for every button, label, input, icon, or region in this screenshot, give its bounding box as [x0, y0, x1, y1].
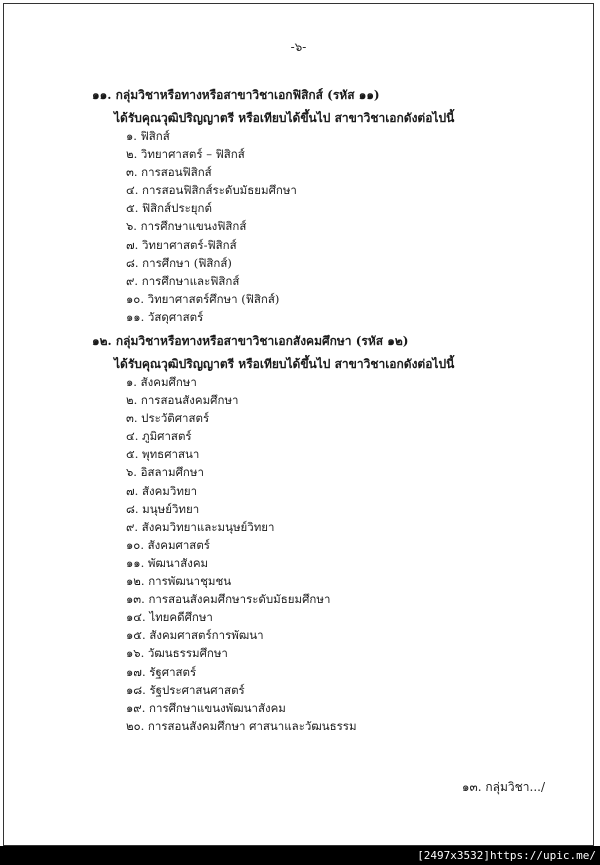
list-item: ๕. พุทธศาสนา — [126, 447, 200, 462]
list-item: ๓. ประวัติศาสตร์ — [126, 411, 210, 426]
list-item: ๑๕. สังคมศาสตร์การพัฒนา — [126, 628, 264, 643]
list-item: ๑๑. วัสดุศาสตร์ — [126, 309, 204, 324]
list-item: ๙. การศึกษาและฟิสิกส์ — [126, 273, 240, 288]
list-item: ๑๓. การสอนสังคมศึกษาระดับมัธยมศึกษา — [126, 592, 331, 607]
list-item: ๑๑. พัฒนาสังคม — [126, 555, 209, 570]
list-item: ๘. การศึกษา (ฟิสิกส์) — [126, 255, 232, 270]
list-item: ๒. การสอนสังคมศึกษา — [126, 393, 239, 408]
list-item: ๑๙. การศึกษาแขนงพัฒนาสังคม — [126, 700, 286, 715]
section-physics — [92, 86, 454, 326]
list-item: ๖. การศึกษาแขนงฟิสิกส์ — [126, 219, 247, 234]
list-item: ๖. อิสลามศึกษา — [126, 465, 204, 480]
section-heading: ๑๑. กลุ่มวิชาหรือทางหรือสาขาวิชาเอกฟิสิกส์ (รหัส ๑๑) — [92, 88, 380, 102]
page-number: -๖- — [290, 40, 307, 54]
list-item: ๑๗. รัฐศาสตร์ — [126, 664, 197, 679]
list-item: ๗. วิทยาศาสตร์-ฟิสิกส์ — [126, 237, 237, 252]
qualification-text: ได้รับคุณวุฒิปริญญาตรี หรือเทียบได้ขึ้นไป สาขาวิชาเอกดังต่อไปนี้ — [114, 111, 455, 125]
continued-footer: ๑๓. กลุ่มวิชา.../ — [461, 780, 545, 794]
list-item: ๑๖. วัฒนธรรมศึกษา — [126, 646, 228, 661]
list-item: ๑. ฟิสิกส์ — [126, 129, 170, 143]
list-item: ๒. วิทยาศาสตร์ – ฟิสิกส์ — [126, 147, 245, 162]
list-item: ๑. สังคมศึกษา — [126, 375, 197, 389]
section-heading: ๑๒. กลุ่มวิชาหรือทางหรือสาขาวิชาเอกสังคมศึกษา (รหัส ๑๒) — [92, 334, 409, 348]
image-caption-bar: [2497x3532]https://upic.me/ — [0, 846, 600, 865]
list-item: ๗. สังคมวิทยา — [126, 483, 198, 498]
list-item: ๓. การสอนฟิสิกส์ — [126, 165, 212, 180]
document-page — [3, 3, 594, 846]
major-list — [92, 373, 454, 735]
list-item: ๑๔. ไทยคดีศึกษา — [126, 610, 213, 625]
list-item: ๔. ภูมิศาสตร์ — [126, 429, 192, 444]
list-item: ๕. ฟิสิกส์ประยุกต์ — [126, 201, 212, 216]
section-social-studies — [92, 332, 454, 735]
list-item: ๙. สังคมวิทยาและมนุษย์วิทยา — [126, 519, 275, 534]
qualification-text: ได้รับคุณวุฒิปริญญาตรี หรือเทียบได้ขึ้นไป สาขาวิชาเอกดังต่อไปนี้ — [114, 357, 455, 371]
list-item: ๑๘. รัฐประศาสนศาสตร์ — [126, 682, 245, 697]
list-item: ๑๐. สังคมศาสตร์ — [126, 537, 210, 552]
list-item: ๑๒. การพัฒนาชุมชน — [126, 574, 232, 589]
major-list — [92, 127, 454, 326]
list-item: ๒๐. การสอนสังคมศึกษา ศาสนาและวัฒนธรรม — [126, 718, 357, 733]
list-item: ๔. การสอนฟิสิกส์ระดับมัธยมศึกษา — [126, 183, 297, 198]
list-item: ๘. มนุษย์วิทยา — [126, 501, 200, 516]
list-item: ๑๐. วิทยาศาสตร์ศึกษา (ฟิสิกส์) — [126, 291, 280, 306]
